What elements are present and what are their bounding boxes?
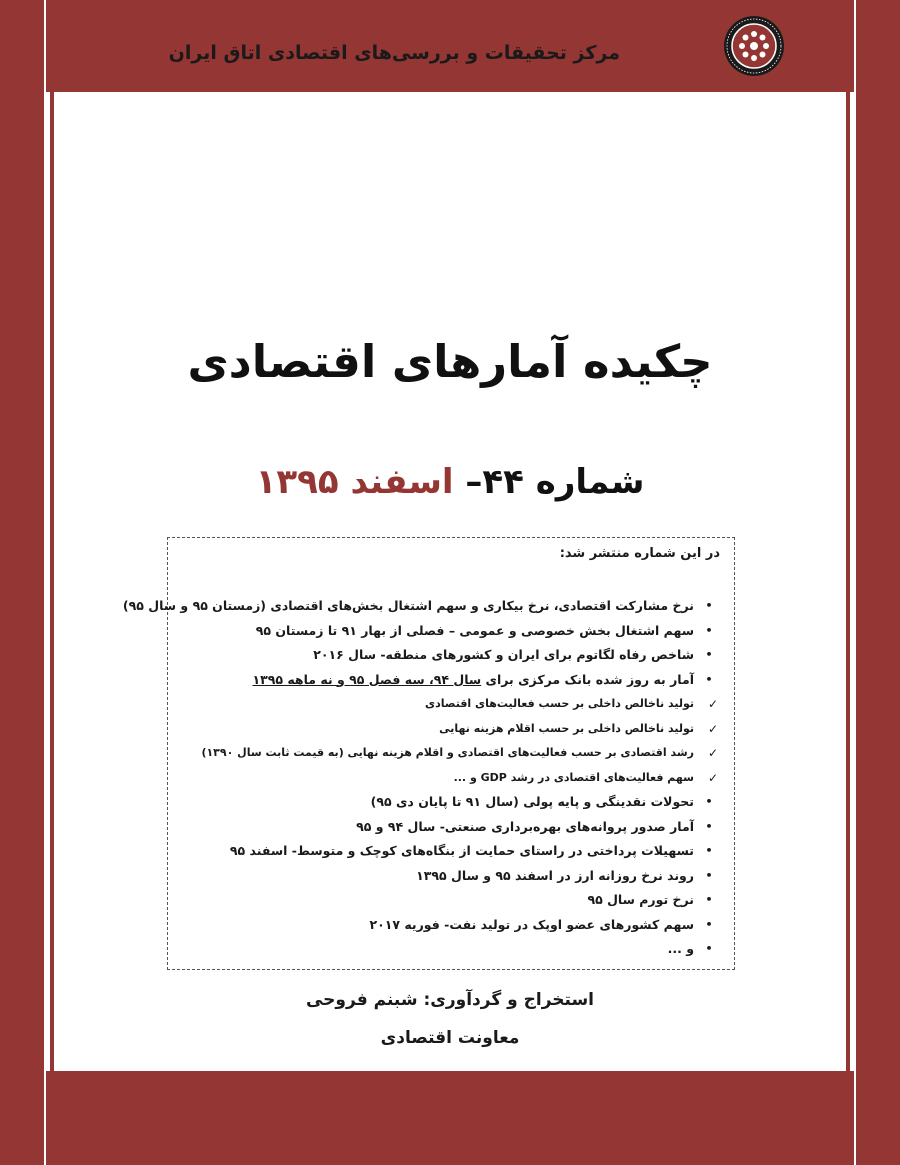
list-item: • شاخص رفاه لگاتوم برای ایران و کشورهای منطقه- سال ۲۰۱۶ [166, 643, 734, 668]
footer-band [0, 1071, 900, 1165]
list-subitem: ✓ رشد اقتصادی بر حسب فعالیت‌های اقتصادی و اقلام هزینه نهایی (به قیمت ثابت سال ۱۳۹۰) [166, 741, 734, 766]
publication-title: چکیده آمارهای اقتصادی [187, 335, 713, 388]
bullet-icon: • [705, 648, 713, 661]
left-border-thin [50, 92, 54, 1071]
bullet-icon: • [705, 844, 713, 857]
organization-name: مرکز تحقیقات و بررسی‌های اقتصادی اتاق ایران [168, 42, 620, 64]
list-item: • تسهیلات پرداختی در راستای حمایت از بنگاه‌های کوچک و متوسط- اسفند ۹۵ [166, 839, 734, 864]
bullet-icon: • [705, 819, 713, 833]
list-item: • روند نرخ روزانه ارز در اسفند ۹۵ و سال ۱۳۹۵ [166, 864, 734, 889]
bullet-icon: • [705, 868, 713, 882]
contents-intro: در این شماره منتشر شد: [559, 546, 720, 561]
bullet-icon: • [705, 917, 713, 931]
chamber-emblem-icon [722, 14, 786, 78]
checkmark-icon: ✓ [707, 697, 719, 711]
checkmark-icon: ✓ [707, 770, 719, 785]
bullet-icon: • [705, 942, 713, 955]
checkmark-icon: ✓ [707, 746, 719, 760]
list-item: • نرخ تورم سال ۹۵ [166, 888, 734, 913]
list-item: • و ... [166, 937, 734, 962]
issue-date: اسفند ۱۳۹۵ [255, 462, 454, 502]
bullet-icon: • [705, 599, 713, 612]
list-subitem: ✓ سهم فعالیت‌های اقتصادی در رشد GDP و ... [166, 766, 734, 791]
list-subitem: ✓ تولید ناخالص داخلی بر حسب اقلام هزینه نهایی [166, 717, 734, 742]
compiler-credit: استخراج و گردآوری: شبنم فروحی [305, 990, 595, 1010]
left-border-thick [0, 92, 44, 1071]
list-item: • آمار به روز شده بانک مرکزی برای سال ۹۴، سه فصل ۹۵ و نه ماهه ۱۳۹۵ [166, 668, 734, 693]
list-item: • نرخ مشارکت اقتصادی، نرخ بیکاری و سهم اشتغال بخش‌های اقتصادی (زمستان ۹۵ و سال ۹۵) [166, 594, 734, 619]
bullet-icon: • [705, 623, 713, 637]
list-subitem: ✓ تولید ناخالص داخلی بر حسب فعالیت‌های اقتصادی [166, 692, 734, 717]
right-border-thin [846, 92, 850, 1071]
department-credit: معاونت اقتصادی [380, 1028, 520, 1048]
bullet-icon: • [705, 795, 713, 808]
issue-line [0, 462, 900, 502]
issue-number: شماره ۴۴– [465, 462, 645, 502]
bullet-icon: • [705, 893, 713, 906]
list-item: • تحولات نقدینگی و پایه پولی (سال ۹۱ تا پایان دی ۹۵) [166, 790, 734, 815]
contents-list [122, 594, 734, 962]
right-border-thick [856, 92, 900, 1071]
checkmark-icon: ✓ [707, 721, 719, 736]
contents-box [122, 537, 735, 970]
list-item: • سهم اشتغال بخش خصوصی و عمومی – فصلی از بهار ۹۱ تا زمستان ۹۵ [166, 619, 734, 644]
bullet-icon: • [705, 672, 713, 686]
list-item: • سهم کشورهای عضو اوپک در تولید نفت- فوریه ۲۰۱۷ [166, 913, 734, 938]
list-item: • آمار صدور پروانه‌های بهره‌برداری صنعتی- سال ۹۴ و ۹۵ [166, 815, 734, 840]
